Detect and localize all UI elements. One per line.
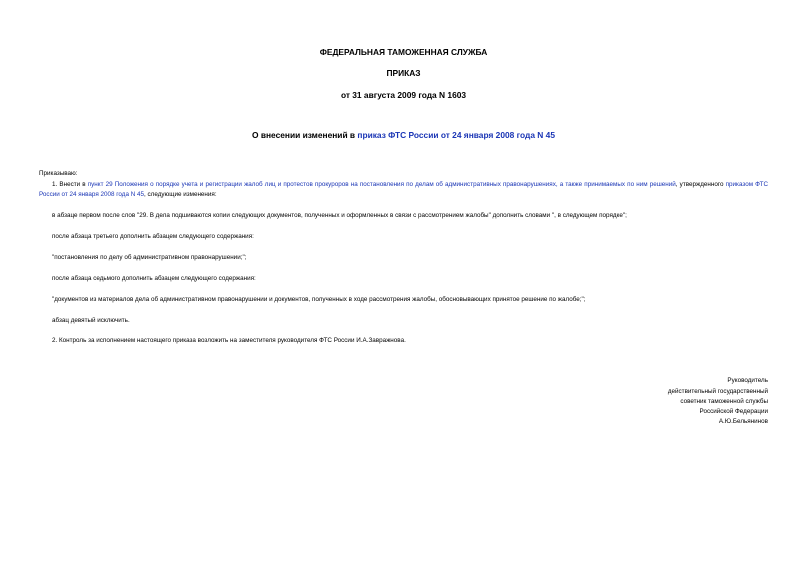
change-line: после абзаца третьего дополнить абзацем следующего содержания:: [52, 233, 254, 240]
change-line: "постановления по делу об административном правонарушении;";: [52, 254, 247, 261]
title-link[interactable]: приказ ФТС России от 24 января 2008 года N 45: [357, 130, 555, 140]
item-2-paragraph: 2. Контроль за исполнением настоящего приказа возложить на заместителя руководителя ФТС России И.А.Завражнова.: [52, 337, 406, 344]
signature-line: действительный государственный: [667, 388, 768, 395]
intro-text: Приказываю:: [39, 170, 78, 177]
signature-line: Руководитель: [727, 377, 768, 384]
signature-line: Российской Федерации: [699, 408, 768, 415]
regulation-point-link[interactable]: пункт 29 Положения о порядке учета и регистрации жалоб лиц и протестов прокуроров на постановления по делам об административных правонарушениях, а также принимаемых по ним решений: [87, 181, 676, 188]
document-date: от 31 августа 2009 года N 1603: [340, 90, 467, 100]
title-prefix: О внесении изменений в: [251, 130, 358, 140]
item-1-text-start: 1. Внести в: [52, 181, 88, 188]
change-line: после абзаца седьмого дополнить абзацем следующего содержания:: [52, 275, 256, 282]
document-title: [0, 130, 807, 140]
document-type: ПРИКАЗ: [386, 68, 421, 78]
item-1-paragraph: [39, 180, 768, 200]
change-line: абзац девятый исключить.: [52, 317, 130, 324]
signature-line: советник таможенной службы: [680, 398, 768, 405]
item-1-text-end: , следующие изменения:: [144, 191, 217, 198]
change-line: в абзаце первом после слов "29. В дела подшиваются копии следующих документов, полученных и оформленных в связи с рассмотрением жалобы" дополнить словами ", в следующем порядке";: [52, 212, 627, 219]
signature-name: А.Ю.Бельянинов: [718, 418, 768, 425]
agency-name: ФЕДЕРАЛЬНАЯ ТАМОЖЕННАЯ СЛУЖБА: [319, 47, 488, 57]
change-line: "документов из материалов дела об административном правонарушении и документов, полученных в ходе рассмотрения жалобы, обосновывающих принятое решение по жалобе;";: [52, 296, 586, 303]
order-45-link[interactable]: приказом ФТС России от 24 января 2008 года N 45: [39, 181, 768, 198]
item-1-text-mid: , утвержденного: [675, 181, 726, 188]
